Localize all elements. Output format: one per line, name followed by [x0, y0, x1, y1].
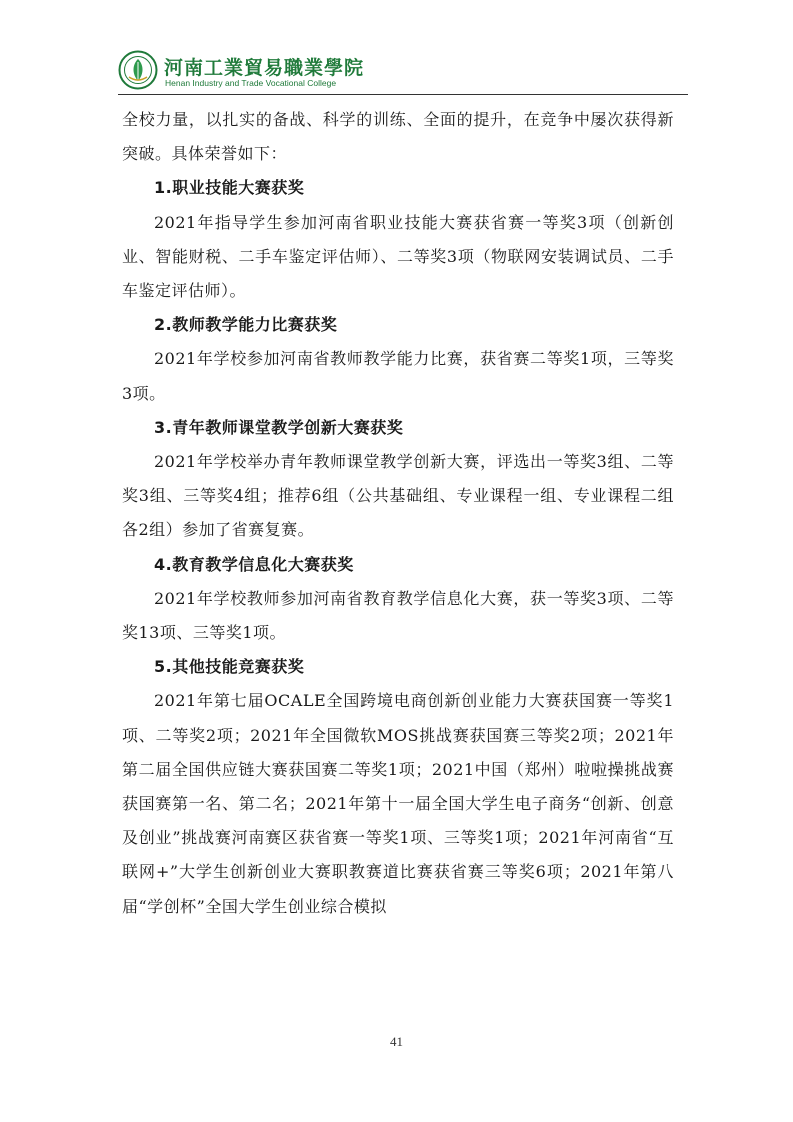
section-heading-5: 5.其他技能竞赛获奖 [154, 657, 305, 677]
section-body-1: 2021年指导学生参加河南省职业技能大赛获省赛一等奖3项（创新创业、智能财税、二手车鉴定评估师）、二等奖3项（物联网安装调试员、二手车鉴定评估师）。 [122, 212, 674, 301]
section-heading-4: 4.教育教学信息化大赛获奖 [154, 554, 354, 574]
section-body-3: 2021年学校举办青年教师课堂教学创新大赛，评选出一等奖3组、二等奖3组、三等奖4组；推荐6组（公共基础组、专业课程一组、专业课程二组各2组）参加了省赛复赛。 [122, 452, 674, 540]
document-body [122, 103, 674, 924]
school-emblem-icon [118, 50, 158, 90]
page-header [118, 50, 688, 96]
section-body-2: 2021年学校参加河南省教师教学能力比赛，获省赛二等奖1项，三等奖3项。 [122, 349, 674, 403]
section-heading-2: 2.教师教学能力比赛获奖 [154, 315, 338, 335]
header-divider [118, 94, 688, 95]
page-number: 41 [390, 1034, 403, 1049]
section-body-4: 2021年学校教师参加河南省教育教学信息化大赛，获一等奖3项、二等奖13项、三等奖1项。 [122, 588, 674, 643]
school-name-en: Henan Industry and Trade Vocational College [165, 78, 337, 88]
section-body-5: 2021年第七届OCALE全国跨境电商创新创业能力大赛获国赛一等奖1项、二等奖2项；2021年全国微软MOS挑战赛获国赛三等奖2项；2021年第二届全国供应链大赛获国赛二等奖1项；2021中国（郑州）啦啦操挑战赛获国赛第一名、第二名；2021年第十一届全国大学生电子商务“创新、创意及创业”挑战赛河南赛区获省赛一等奖1项、三等奖1项；2021年河南省“互联网+”大学生创新创业大赛职教赛道比赛获省赛三等奖6项；2021年第八届“学创杯”全国大学生创业综合模拟 [122, 691, 674, 916]
school-name-cn: 河南工業貿易職業學院 [164, 57, 365, 79]
section-heading-1: 1.职业技能大赛获奖 [154, 178, 305, 198]
section-heading-3: 3.青年教师课堂教学创新大赛获奖 [154, 417, 404, 437]
intro-paragraph: 全校力量，以扎实的备战、科学的训练、全面的提升，在竞争中屡次获得新突破。具体荣誉如下： [122, 110, 674, 164]
